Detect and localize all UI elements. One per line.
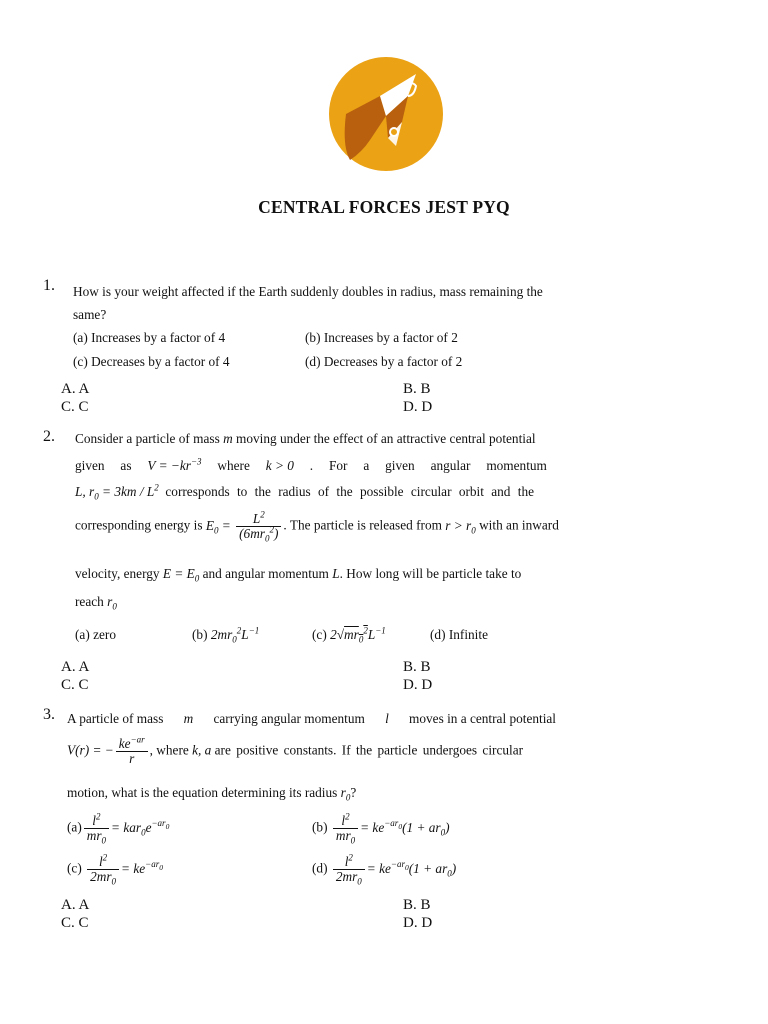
answer-choice[interactable]: C. C (61, 399, 89, 415)
option-c: (c) $\frac{l^2}{2mr_0}$ = $ke^{-ar_0}$ (67, 852, 163, 887)
question-text-line: V(r) = − $\frac{ke^{-ar}}{r}$ , where k, a are positive constants. If the particle undergoes circular (67, 734, 524, 766)
logo-graphic (328, 56, 444, 172)
question-text-line: motion, what is the equation determining its radius $r_0$? (67, 785, 357, 803)
answer-choice[interactable]: A. A (61, 659, 90, 675)
question-text-line: Consider a particle of mass m moving under the effect of an attractive central potential (75, 431, 536, 446)
energy-fraction: $\frac{L^2}{(6mr_0^2)}$ (236, 512, 281, 541)
question-text-line: A particle of mass m carrying angular momentum l moves in a central potential (67, 711, 556, 726)
answer-choice[interactable]: A. A (61, 897, 90, 913)
answer-choice[interactable]: C. C (61, 915, 89, 931)
option-b: (b) $2mr_0^2L^{-1}$ (192, 625, 260, 645)
question-text-line: L, $r_0 = 3km / L^2$ corresponds to the radius of the possible circular orbit and the (75, 482, 535, 502)
option-d: (d) Decreases by a factor of 2 (305, 354, 463, 369)
answer-choice[interactable]: D. D (403, 915, 433, 931)
option-d: (d) Infinite (430, 627, 488, 642)
option-a: (a) $\frac{l^2}{mr_0}$ = $kar_0e^{-ar_0}$ (67, 811, 170, 846)
option-a: (a) Increases by a factor of 4 (73, 330, 226, 345)
option-b: (b) Increases by a factor of 2 (305, 330, 458, 345)
option-d: (d) $\frac{l^2}{2mr_0}$ = $ke^{-ar_0}(1 + ar_0)$ (312, 852, 457, 887)
question-number: 3. (43, 706, 55, 723)
option-c: (c) $2√mr_0^2L^{-1}$ (312, 625, 386, 645)
option-a: (a) zero (75, 627, 116, 642)
question-text-line: How is your weight affected if the Earth suddenly doubles in radius, mass remaining the (73, 284, 543, 299)
question-number: 1. (43, 277, 55, 294)
answer-choice[interactable]: C. C (61, 677, 89, 693)
question-number: 2. (43, 428, 55, 445)
answer-choice[interactable]: A. A (61, 381, 90, 397)
answer-choice[interactable]: B. B (403, 381, 431, 397)
option-b: (b) $\frac{l^2}{mr_0}$ = $ke^{-ar_0}(1 + ar_0)$ (312, 811, 450, 846)
question-text-line: reach $r_0$ (75, 594, 117, 612)
potential-fraction: $\frac{ke^{-ar}}{r}$ (116, 737, 148, 766)
quill-graduation-cap-logo (328, 56, 444, 172)
answer-choice[interactable]: D. D (403, 677, 433, 693)
page-title: CENTRAL FORCES JEST PYQ (258, 197, 510, 217)
answer-choice[interactable]: B. B (403, 897, 431, 913)
answer-choice[interactable]: D. D (403, 399, 433, 415)
question-text-line: given as $V = -kr^{-3}$ where k > 0 . For a given angular momentum (75, 456, 547, 473)
question-text-line: velocity, energy $E = E_0$ and angular momentum L. How long will be particle take to (75, 566, 522, 584)
answer-choice[interactable]: B. B (403, 659, 431, 675)
question-text-line: corresponding energy is $E_0$ = $\frac{L^2}{(6mr_0^2)}$ . The particle is released from $r > r_0$ with an inward (75, 509, 559, 544)
option-c: (c) Decreases by a factor of 4 (73, 354, 230, 369)
question-text-line: same? (73, 307, 107, 322)
